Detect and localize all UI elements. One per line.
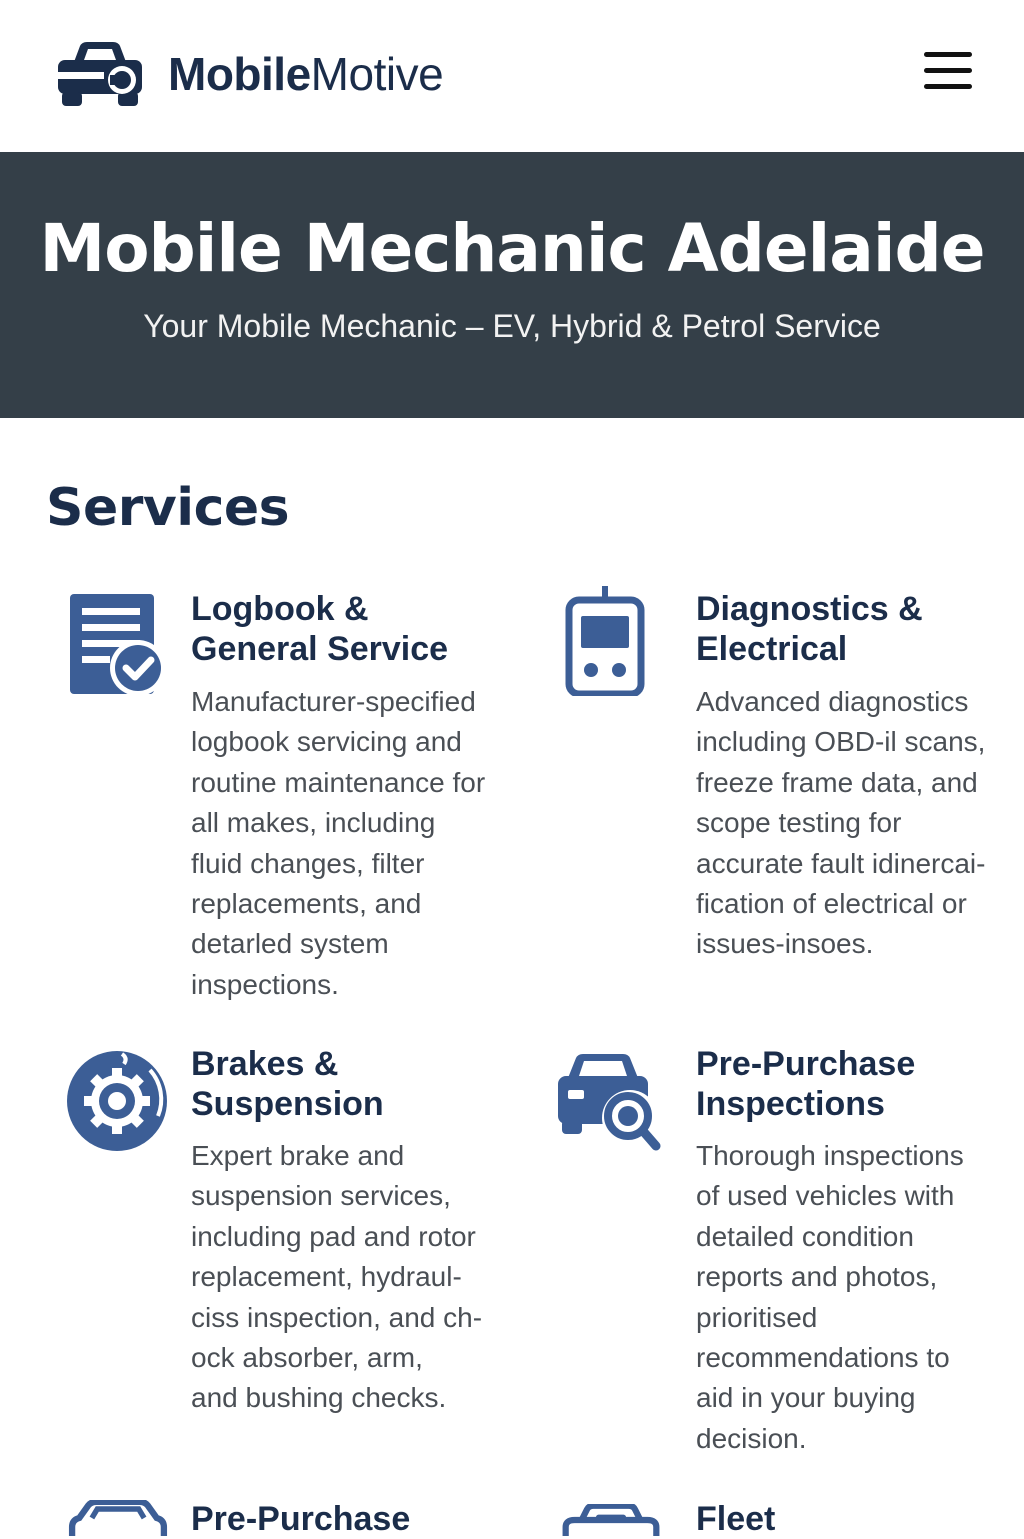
service-description: Advanced diagnostics including OBD-il scans, freeze frame data, and scope testing for accurate fault idinercai- fication of electrical or issues-insoes. [696,686,986,960]
hamburger-menu-button[interactable] [920,48,976,96]
services-heading: Services [46,478,290,538]
service-title: Pre-Purchase [191,1500,411,1538]
service-description: Manufacturer-specified logbook servicing and routine maintenance for all makes, including fluid changes, filter replacements, and detarled system inspections. [191,686,486,1000]
car-wrench-icon [56,40,144,108]
car-search-icon [552,1048,662,1158]
hero-banner [0,152,1024,418]
service-title: Brakes & Suspension [191,1045,384,1123]
fleet-car-icon [558,1504,664,1536]
logo-text [168,48,444,100]
logbook-check-icon [64,590,174,700]
logo-text-light: Motive [310,48,444,100]
service-description: Expert brake and suspension services, including pad and rotor replacement, hydraul- ciss inspection, and ch- ock absorber, arm, and bushing checks. [191,1140,483,1414]
service-title: Pre-Purchase Inspections [696,1045,916,1123]
hero-subtitle: Your Mobile Mechanic – EV, Hybrid & Petrol Service [143,308,881,344]
logo[interactable] [56,38,443,110]
logo-text-bold: Mobile [168,48,311,100]
brake-gear-icon [62,1046,172,1156]
car-icon [58,1500,178,1536]
site-header [0,0,1024,152]
hero-title: Mobile Mechanic Adelaide [39,210,985,287]
hamburger-menu-icon [924,52,972,57]
service-title: Diagnostics & Electrical [696,590,923,668]
diagnostic-device-icon [550,586,660,696]
service-title: Logbook & General Service [191,590,449,668]
service-title: Fleet [696,1500,776,1538]
service-description: Thorough inspections of used vehicles with detailed condition reports and photos, prioritised recommendations to aid in your buying decision. [696,1140,964,1454]
